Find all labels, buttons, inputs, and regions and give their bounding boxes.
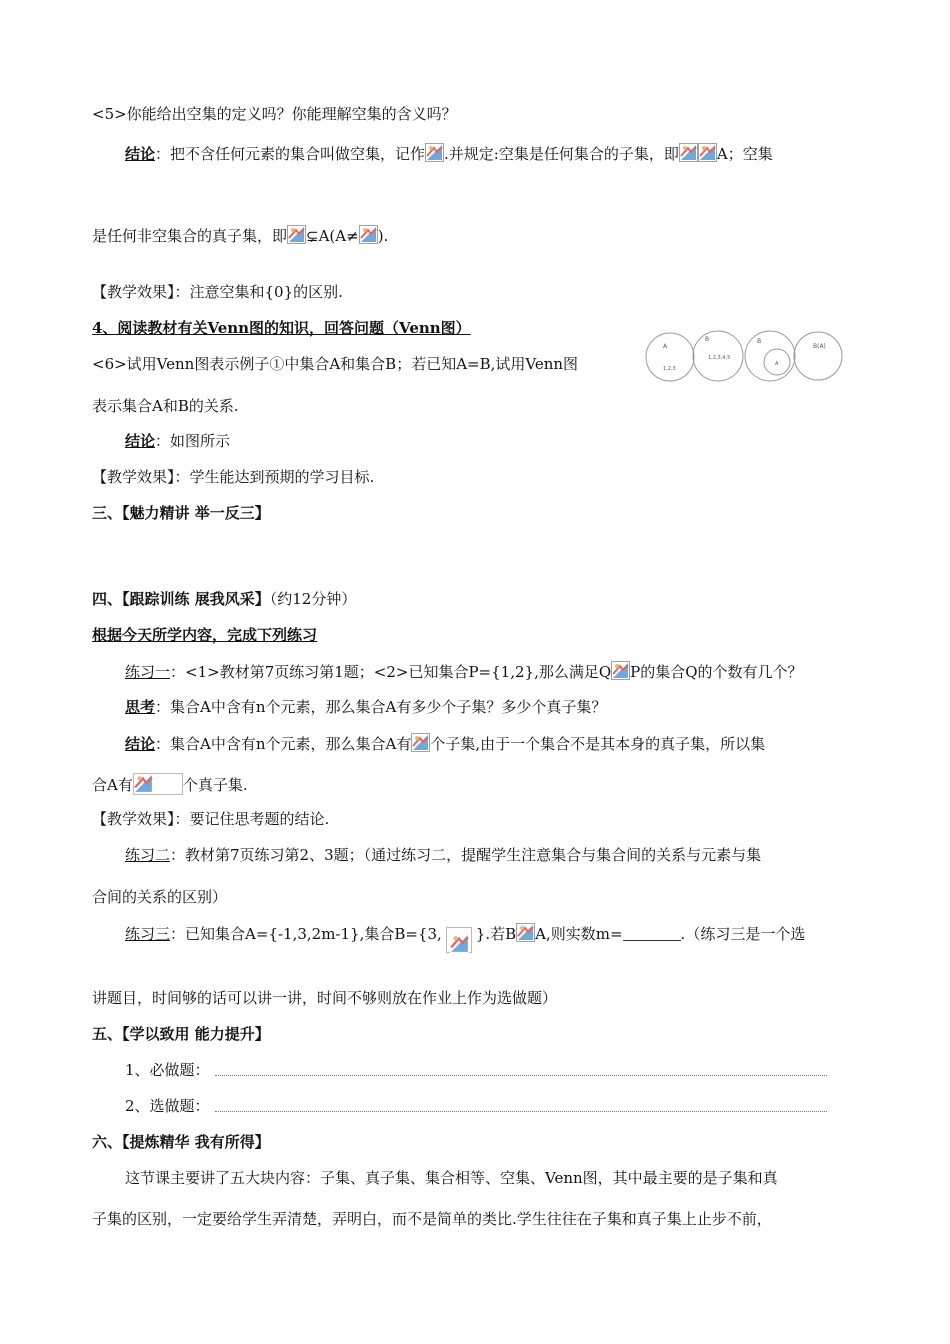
section-4-title-text: 4、阅读教材有关Venn图的知识，回答问题（Venn图） [92,319,471,337]
exercise-2-line2 [92,887,227,907]
section-5-title-text: 五、【学以致用 能力提升】 [92,1025,270,1043]
summary-paragraph-line1 [125,1168,778,1188]
exercise-2-label: 练习二 [125,846,171,864]
venn-label-b: B [705,336,710,343]
question-6-text: <6>试用Venn图表示例子①中集合A和集合B；若已知A=B,试用Venn图 [92,355,579,373]
question-5 [92,104,457,124]
exercise-3-text-line2: 讲题目，时间够的话可以讲一讲，时间不够则放在作业上作为选做题） [92,989,558,1007]
exercise-2-text: ：教材第7页练习第2、3题；（通过练习二，提醒学生注意集合与集合间的关系与元素与集 [170,846,762,864]
conclusion-text: ：如图所示 [155,432,231,450]
conclusion-empty-set [125,143,773,164]
summary-paragraph-line2 [92,1209,772,1229]
teaching-effect-1 [92,282,343,302]
conclusion-line2-text-b: A(A≠ [318,227,359,245]
conclusion-subsets [125,733,765,754]
exercise-1 [125,661,803,682]
section-track-time: （约12分钟） [269,590,357,608]
broken-image-icon [516,923,535,942]
venn-label-ba: B(A) [813,343,826,350]
broken-image-icon [425,143,444,162]
broken-image-box [133,773,183,795]
conclusion-label: 结论 [125,432,156,450]
exercise-1-label: 练习一 [125,663,171,681]
venn-label-b-elements: 1,2,3,4,5 [708,355,731,361]
section-track-subtitle [92,625,317,645]
exercise-3-line2 [92,988,557,1008]
answer-blank-m[interactable] [623,924,681,941]
think-question [125,697,606,717]
optional-exercise-line[interactable] [215,1111,827,1112]
conclusion-text-2: .并规定:空集是任何集合的子集，即 [444,145,679,163]
conclusion-line2-text: 是任何非空集合的真子集，即 [92,227,288,245]
broken-image-icon [450,934,469,953]
venn-label-a: A [663,343,668,350]
broken-image-icon [611,661,630,680]
exercise-3 [125,923,805,953]
teaching-effect-text: 【教学效果】：学生能达到预期的学习目标. [92,468,375,486]
conclusion-line2-text-c: ). [377,227,389,245]
conclusion-text-3: A；空集 [716,145,773,163]
section-3-title-text: 三、【魅力精讲 举一反三】 [92,504,270,522]
exercise-2 [125,845,761,865]
conclusion-subsets-line2 [92,773,248,795]
conclusion-label: 结论 [125,735,156,753]
conclusion-label: 结论 [125,145,156,163]
question-6-line2 [92,396,239,416]
question-6-text-2: 表示集合A和B的关系. [92,397,239,415]
required-exercise-label: 1、必做题： [125,1061,210,1079]
conclusion-line2-text: 合A有 [92,776,133,794]
section-3-title [92,503,270,523]
think-text: ：集合A中含有n个元素，那么集合A有多少个子集？多少个真子集？ [155,698,607,716]
conclusion-venn [125,431,230,451]
optional-exercise-label: 2、选做题： [125,1097,210,1115]
conclusion-line2-text-b: 个真子集. [182,776,248,794]
teaching-effect-2 [92,467,374,487]
exercise-3-text-4: .（练习三是一个选 [680,925,806,943]
section-track-title [92,589,356,609]
summary-text: 这节课主要讲了五大块内容：子集、真子集、集合相等、空集、Venn图，其中最主要的是子集和真 [125,1169,778,1187]
teaching-effect-3 [92,809,329,829]
conclusion-empty-set-line2 [92,225,388,246]
exercise-3-label: 练习三 [125,925,171,943]
section-6-title-text: 六、【提炼精华 我有所得】 [92,1133,270,1151]
venn-diagram [645,326,845,386]
summary-text-2: 子集的区别，一定要给学生弄清楚，弄明白，而不是简单的类比.学生往往在子集和真子集上止步不前， [92,1210,772,1228]
section-6-title [92,1132,270,1152]
broken-image-icon [411,733,430,752]
venn-diagram-figure [645,326,845,390]
exercise-3-text-3: A,则实数m= [535,925,623,943]
exercise-3-text-2: }.若B [475,925,517,943]
think-label: 思考 [125,698,156,716]
broken-image-box [446,927,472,953]
conclusion-text: ：把不含任何元素的集合叫做空集，记作 [155,145,426,163]
broken-image-icon [679,143,698,162]
required-exercise-line[interactable] [215,1075,827,1076]
exercise-2-text-2: 合间的关系的区别） [92,888,228,906]
venn-label-b-outer: B [757,338,762,345]
section-4-title [92,318,471,338]
teaching-effect-text: 【教学效果】：注意空集和{0}的区别. [92,283,343,301]
question-5-text: <5>你能给出空集的定义吗？你能理解空集的含义吗？ [92,105,457,123]
broken-image-icon [134,774,153,793]
required-exercise [125,1060,210,1080]
optional-exercise [125,1096,210,1116]
exercise-1-text: ：<1>教材第7页练习第1题；<2>已知集合P={1,2},那么满足Q [170,663,612,681]
conclusion-text: ：集合A中含有n个元素，那么集合A有 [155,735,412,753]
question-6-line1 [92,354,578,374]
venn-label-a-inner: A [775,361,779,367]
proper-subset-symbol: ⊊ [306,227,319,245]
section-5-title [92,1024,270,1044]
broken-image-icon [287,225,306,244]
teaching-effect-text: 【教学效果】：要记住思考题的结论. [92,810,330,828]
broken-image-icon [359,225,378,244]
exercise-3-text: ：已知集合A={-1,3,2m-1},集合B={3, [170,925,442,943]
conclusion-text-2: 个子集,由于一个集合不是其本身的真子集，所以集 [430,735,766,753]
broken-image-icon [698,143,717,162]
section-track-subtitle-text: 根据今天所学内容，完成下列练习 [92,626,318,644]
venn-label-a-elements: 1,2,3 [663,366,676,372]
exercise-1-text-2: P的集合Q的个数有几个？ [630,663,803,681]
section-track-title-text: 四、【跟踪训练 展我风采】 [92,590,270,608]
